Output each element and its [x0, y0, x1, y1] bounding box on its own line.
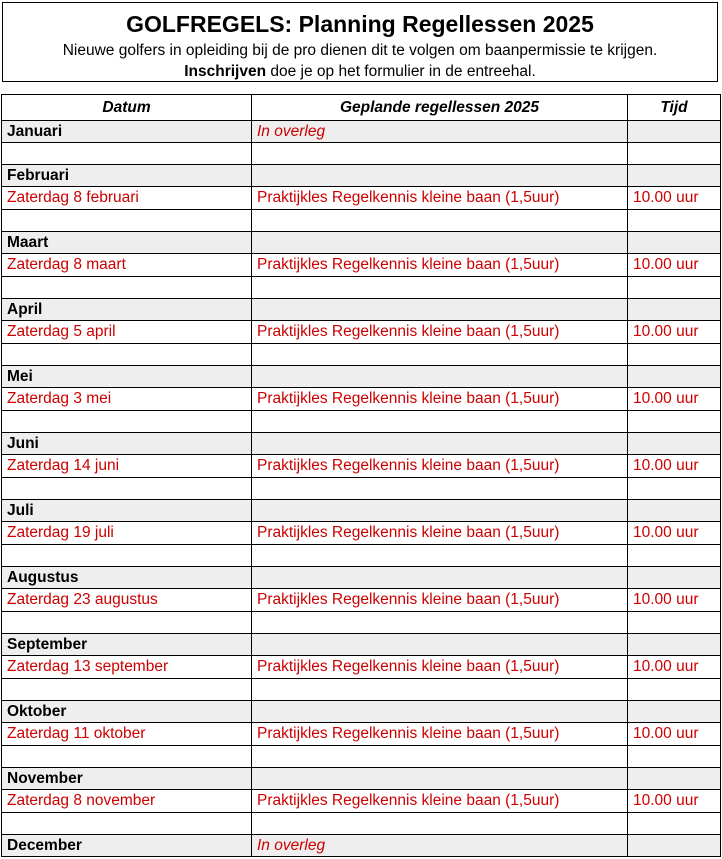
month-empty-cell: [252, 366, 628, 388]
table-header-row: [2, 95, 721, 121]
lesson-time: 10.00 uur: [628, 321, 721, 344]
lesson-row: [2, 790, 721, 813]
month-row: [2, 835, 721, 857]
empty-cell: [252, 210, 628, 232]
column-header-tijd: Tijd: [628, 95, 721, 121]
month-name: Juni: [2, 433, 252, 455]
lesson-row: [2, 388, 721, 411]
lesson-row: [2, 723, 721, 746]
blank-row: [2, 344, 721, 366]
blank-row: [2, 143, 721, 165]
lesson-time: 10.00 uur: [628, 790, 721, 813]
empty-cell: [628, 478, 721, 500]
empty-cell: [628, 545, 721, 567]
lesson-date: Zaterdag 3 mei: [2, 388, 252, 411]
empty-cell: [252, 277, 628, 299]
blank-row: [2, 679, 721, 701]
month-name: Januari: [2, 121, 252, 143]
empty-cell: [2, 612, 252, 634]
lesson-time: 10.00 uur: [628, 589, 721, 612]
lesson-row: [2, 321, 721, 344]
page-title: GOLFREGELS: Planning Regellessen 2025: [126, 11, 594, 37]
lesson-title: Praktijkles Regelkennis kleine baan (1,5uur): [252, 723, 628, 746]
empty-cell: [252, 746, 628, 768]
month-empty-cell: [628, 768, 721, 790]
empty-cell: [2, 277, 252, 299]
lesson-title: Praktijkles Regelkennis kleine baan (1,5uur): [252, 388, 628, 411]
month-name: Maart: [2, 232, 252, 254]
lesson-time: 10.00 uur: [628, 388, 721, 411]
lesson-title: Praktijkles Regelkennis kleine baan (1,5uur): [252, 187, 628, 210]
empty-cell: [2, 679, 252, 701]
lesson-date: Zaterdag 11 oktober: [2, 723, 252, 746]
month-name: Augustus: [2, 567, 252, 589]
lesson-date: Zaterdag 5 april: [2, 321, 252, 344]
month-empty-cell: [628, 232, 721, 254]
lesson-row: [2, 254, 721, 277]
lesson-row: [2, 455, 721, 478]
signup-instruction-text: doe je op het formulier in de entreehal.: [266, 63, 536, 80]
month-empty-cell: [628, 500, 721, 522]
lesson-title: Praktijkles Regelkennis kleine baan (1,5uur): [252, 455, 628, 478]
empty-cell: [252, 813, 628, 835]
month-name: September: [2, 634, 252, 656]
month-row: [2, 768, 721, 790]
month-empty-cell: [628, 567, 721, 589]
lesson-date: Zaterdag 8 februari: [2, 187, 252, 210]
month-empty-cell: [252, 634, 628, 656]
schedule-table: [1, 94, 721, 857]
month-empty-cell: [628, 299, 721, 321]
lesson-title: Praktijkles Regelkennis kleine baan (1,5uur): [252, 321, 628, 344]
empty-cell: [2, 143, 252, 165]
month-name: November: [2, 768, 252, 790]
month-name: Februari: [2, 165, 252, 187]
month-empty-cell: [628, 433, 721, 455]
blank-row: [2, 277, 721, 299]
lesson-time: 10.00 uur: [628, 522, 721, 545]
empty-cell: [252, 478, 628, 500]
month-name: Oktober: [2, 701, 252, 723]
empty-cell: [628, 411, 721, 433]
month-empty-cell: [252, 165, 628, 187]
empty-cell: [628, 344, 721, 366]
month-name: Mei: [2, 366, 252, 388]
column-header-datum: Datum: [2, 95, 252, 121]
blank-row: [2, 210, 721, 232]
empty-cell: [2, 344, 252, 366]
empty-cell: [2, 210, 252, 232]
lesson-row: [2, 522, 721, 545]
empty-cell: [628, 746, 721, 768]
blank-row: [2, 813, 721, 835]
header-box: [2, 2, 718, 82]
month-empty-cell: [252, 433, 628, 455]
month-empty-cell: [628, 634, 721, 656]
empty-cell: [252, 411, 628, 433]
empty-cell: [628, 210, 721, 232]
empty-cell: [628, 277, 721, 299]
lesson-row: [2, 589, 721, 612]
lesson-title: Praktijkles Regelkennis kleine baan (1,5uur): [252, 589, 628, 612]
empty-cell: [628, 813, 721, 835]
blank-row: [2, 478, 721, 500]
month-empty-cell: [628, 366, 721, 388]
month-row: [2, 165, 721, 187]
lesson-date: Zaterdag 14 juni: [2, 455, 252, 478]
empty-cell: [2, 813, 252, 835]
signup-instruction-bold: Inschrijven: [184, 63, 267, 80]
column-header-lessen: Geplande regellessen 2025: [252, 95, 628, 121]
empty-cell: [252, 545, 628, 567]
month-name: April: [2, 299, 252, 321]
signup-instruction: [3, 61, 717, 82]
month-note: In overleg: [252, 121, 628, 143]
month-row: [2, 433, 721, 455]
empty-cell: [628, 143, 721, 165]
month-empty-cell: [628, 835, 721, 857]
blank-row: [2, 545, 721, 567]
month-empty-cell: [252, 500, 628, 522]
month-name: December: [2, 835, 252, 857]
lesson-time: 10.00 uur: [628, 656, 721, 679]
page-subtitle: Nieuwe golfers in opleiding bij de pro dienen dit te volgen om baanpermissie te krijgen.: [62, 42, 658, 59]
lesson-date: Zaterdag 19 juli: [2, 522, 252, 545]
blank-row: [2, 746, 721, 768]
month-row: [2, 121, 721, 143]
month-row: [2, 299, 721, 321]
month-empty-cell: [252, 701, 628, 723]
month-row: [2, 634, 721, 656]
month-row: [2, 232, 721, 254]
lesson-date: Zaterdag 8 maart: [2, 254, 252, 277]
blank-row: [2, 411, 721, 433]
lesson-title: Praktijkles Regelkennis kleine baan (1,5uur): [252, 254, 628, 277]
empty-cell: [628, 612, 721, 634]
month-empty-cell: [252, 567, 628, 589]
empty-cell: [252, 143, 628, 165]
month-row: [2, 567, 721, 589]
empty-cell: [628, 679, 721, 701]
lesson-time: 10.00 uur: [628, 254, 721, 277]
lesson-title: Praktijkles Regelkennis kleine baan (1,5uur): [252, 522, 628, 545]
month-row: [2, 500, 721, 522]
month-name: Juli: [2, 500, 252, 522]
month-empty-cell: [252, 299, 628, 321]
empty-cell: [252, 344, 628, 366]
lesson-time: 10.00 uur: [628, 723, 721, 746]
lesson-date: Zaterdag 13 september: [2, 656, 252, 679]
month-empty-cell: [252, 232, 628, 254]
month-empty-cell: [252, 768, 628, 790]
lesson-date: Zaterdag 23 augustus: [2, 589, 252, 612]
lesson-title: Praktijkles Regelkennis kleine baan (1,5uur): [252, 790, 628, 813]
empty-cell: [2, 746, 252, 768]
lesson-time: 10.00 uur: [628, 187, 721, 210]
empty-cell: [252, 679, 628, 701]
month-empty-cell: [628, 701, 721, 723]
lesson-date: Zaterdag 8 november: [2, 790, 252, 813]
month-empty-cell: [628, 121, 721, 143]
blank-row: [2, 612, 721, 634]
month-row: [2, 701, 721, 723]
empty-cell: [2, 545, 252, 567]
month-row: [2, 366, 721, 388]
lesson-title: Praktijkles Regelkennis kleine baan (1,5uur): [252, 656, 628, 679]
empty-cell: [2, 478, 252, 500]
lesson-time: 10.00 uur: [628, 455, 721, 478]
empty-cell: [252, 612, 628, 634]
lesson-row: [2, 656, 721, 679]
month-empty-cell: [628, 165, 721, 187]
month-note: In overleg: [252, 835, 628, 857]
lesson-row: [2, 187, 721, 210]
empty-cell: [2, 411, 252, 433]
